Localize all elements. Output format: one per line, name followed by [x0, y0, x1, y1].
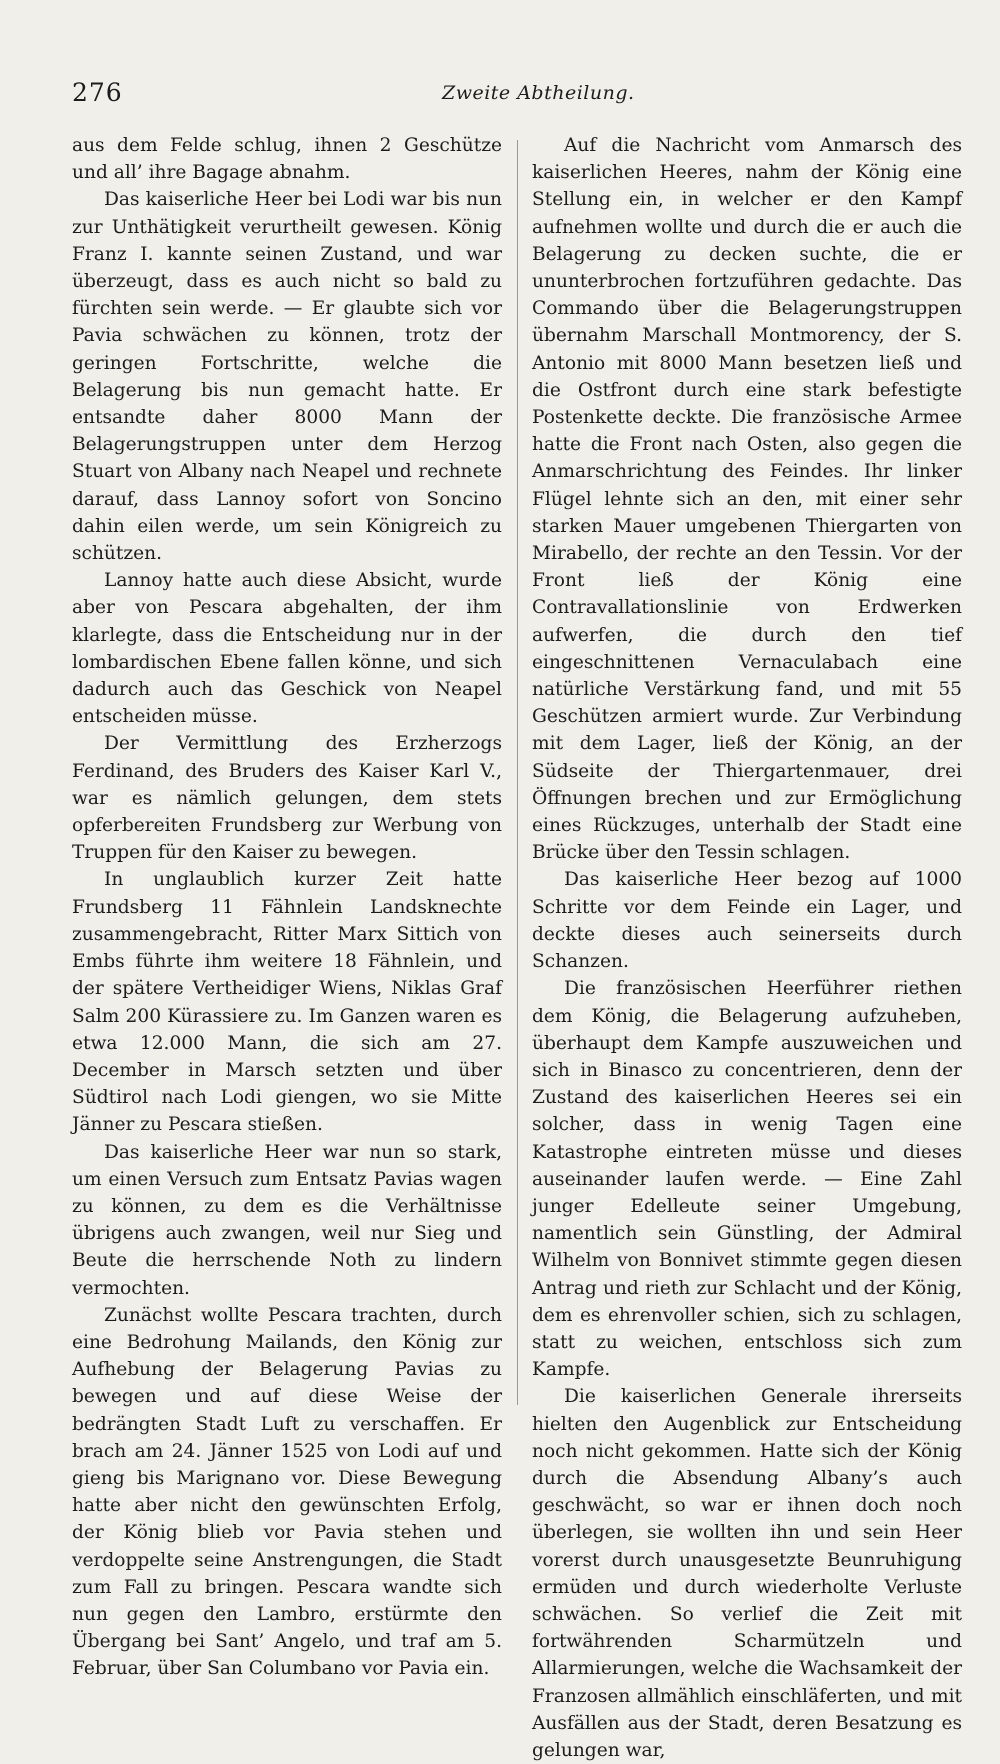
left-column — [72, 132, 502, 1683]
paragraph: Lannoy hatte auch diese Absicht, wurde aber von Pescara abgehalten, der ihm klarlegte, dass die Entscheidung nur in der lombardischen Ebene fallen könne, und sich dadurch auch das Geschick von Neapel entscheiden müsse. — [72, 570, 502, 728]
page-number: 276 — [72, 78, 123, 107]
paragraph: Auf die Nachricht vom Anmarsch des kaiserlichen Heeres, nahm der König eine Stellung ein, in welcher er den Kampf aufnehmen wollte und durch die er auch die Belagerung zu decken suchte, die er ununterbrochen fortzuführen gedachte. Das Commando über die Belagerungstruppen übernahm Marschall Montmorency, der S. Antonio mit 8000 Mann besetzen ließ und die Ostfront durch eine stark befestigte Postenkette deckte. Die französische Armee hatte die Front nach Osten, also gegen die Anmarschrichtung des Feindes. Ihr linker Flügel lehnte sich an den, mit einer sehr starken Mauer umgebenen Thiergarten von Mirabello, der rechte an den Tessin. Vor der Front ließ der König eine Contravallationslinie von Erdwerken aufwerfen, die durch den tief eingeschnittenen Vernaculabach eine natürliche Verstärkung fand, und mit 55 Geschützen armiert wurde. Zur Verbindung mit dem Lager, ließ der König, an der Südseite der Thiergartenmauer, drei Öffnungen brechen und zur Ermöglichung eines Rückzuges, unterhalb der Stadt eine Brücke über den Tessin schlagen. — [532, 135, 962, 864]
paragraph: Das kaiserliche Heer bezog auf 1000 Schritte vor dem Feinde ein Lager, und deckte dieses auch seinerseits durch Schanzen. — [532, 869, 962, 973]
paragraph: Zunächst wollte Pescara trachten, durch eine Bedrohung Mailands, den König zur Aufhebung der Belagerung Pavias zu bewegen und auf diese Weise der bedrängten Stadt Luft zu verschaffen. Er brach am 24. Jänner 1525 von Lodi auf und gieng bis Marignano vor. Diese Bewegung hatte aber nicht den gewünschten Erfolg, der König blieb vor Pavia stehen und verdoppelte seine Anstrengungen, die Stadt zum Fall zu bringen. Pescara wandte sich nun gegen den Lambro, erstürmte den Übergang bei Sant’ Angelo, und traf am 5. Februar, über San Columbano vor Pavia ein. — [72, 1304, 502, 1680]
running-title: Zweite Abtheilung. — [442, 82, 635, 104]
paragraph: Das kaiserliche Heer bei Lodi war bis nun zur Unthätigkeit verurtheilt gewesen. König Franz I. kannte seinen Zustand, und war überzeugt, dass es auch nicht so bald zu fürchten sein werde. — Er glaubte sich vor Pavia schwächen zu können, trotz der geringen Fortschritte, welche die Belagerung bis nun gemacht hatte. Er entsandte daher 8000 Mann der Belagerungstruppen unter dem Herzog Stuart von Albany nach Neapel und rechnete darauf, dass Lannoy sofort von Soncino dahin eilen werde, um sein Königreich zu schützen. — [72, 189, 502, 565]
paragraph: Die kaiserlichen Generale ihrerseits hielten den Augenblick zur Entscheidung noch nicht gekommen. Hatte sich der König durch die Absendung Albany’s auch geschwächt, so war er ihnen doch noch überlegen, sie wollten ihn und sein Heer vorerst durch unausgesetzte Beunruhigung ermüden und durch wiederholte Verluste schwächen. So verlief die Zeit mit fortwährenden Scharmützeln und Allarmierungen, welche die Wachsamkeit der Franzosen allmählich einschläferten, und mit Ausfällen aus der Stadt, deren Besatzung es gelungen war, — [532, 1386, 962, 1761]
column-divider — [517, 140, 518, 1405]
page-header — [72, 78, 945, 118]
paragraph: Der Vermittlung des Erzherzogs Ferdinand, des Bruders des Kaiser Karl V., war es nämlich gelungen, dem stets opferbereiten Frundsberg zur Werbung von Truppen für den Kaiser zu bewegen. — [72, 733, 502, 864]
paragraph: Das kaiserliche Heer war nun so stark, um einen Versuch zum Entsatz Pavias wagen zu können, zu dem es die Verhältnisse übrigens auch zwangen, weil nur Sieg und Beute die herrschende Noth zu lindern vermochten. — [72, 1141, 502, 1299]
paragraph: In unglaublich kurzer Zeit hatte Frundsberg 11 Fähnlein Landsknechte zusammengebracht, Ritter Marx Sittich von Embs führte ihm weitere 18 Fähnlein, und der spätere Vertheidiger Wiens, Niklas Graf Salm 200 Kürassiere zu. Im Ganzen waren es etwa 12.000 Mann, die sich am 27. December in Marsch setzten und über Südtirol nach Lodi giengen, wo sie Mitte Jänner zu Pescara stießen. — [72, 869, 502, 1136]
right-column — [532, 132, 962, 1764]
paragraph: Die französischen Heerführer riethen dem König, die Belagerung aufzuheben, überhaupt dem Kampfe auszuweichen und sich in Binasco zu concentrieren, denn der Zustand des kaiserlichen Heeres sei ein solcher, dass in wenig Tagen eine Katastrophe eintreten müsse und dieses auseinander laufen werde. — Eine Zahl junger Edelleute seiner Umgebung, namentlich sein Günstling, der Admiral Wilhelm von Bonnivet stimmte gegen diesen Antrag und rieth zur Schlacht und der König, dem es ehrenvoller schien, sich zu schlagen, statt zu weichen, entschloss sich zum Kampfe. — [532, 978, 962, 1381]
paragraph: aus dem Felde schlug, ihnen 2 Geschütze und all’ ihre Bagage abnahm. — [72, 135, 502, 184]
